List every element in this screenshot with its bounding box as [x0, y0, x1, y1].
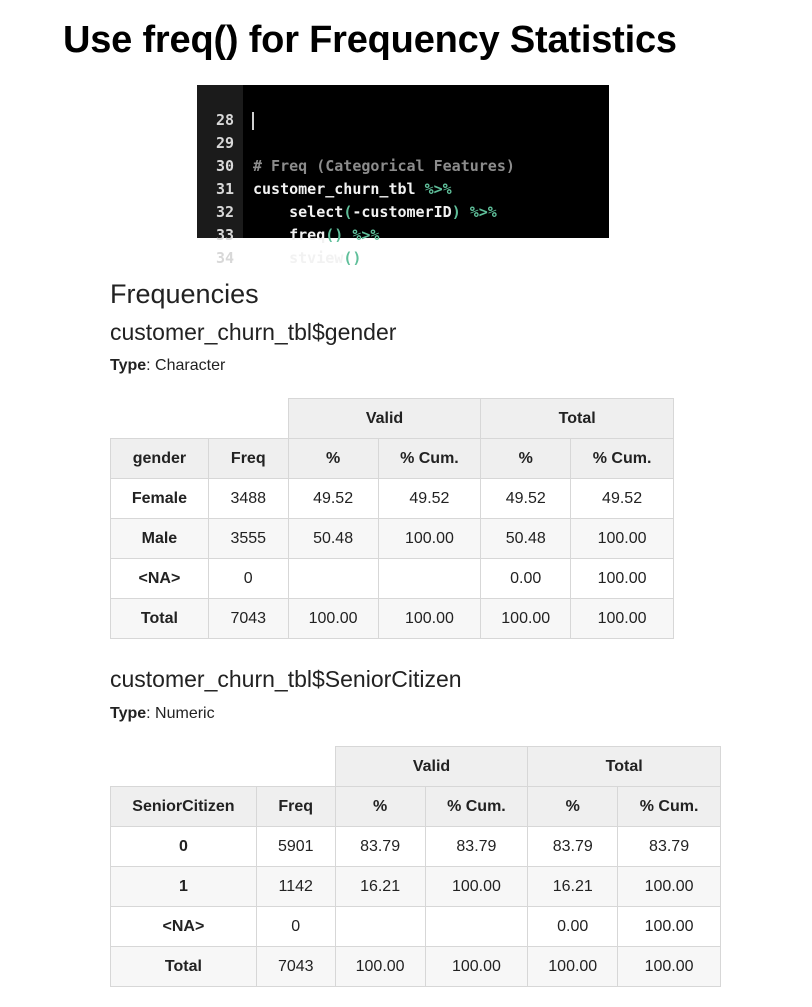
- type-value: Numeric: [155, 705, 215, 722]
- total-pct-cell: 0.00: [528, 907, 618, 947]
- freq-cell: 1142: [256, 867, 335, 907]
- report-heading: Frequencies: [110, 279, 259, 309]
- total-cum-cell: 100.00: [618, 867, 721, 907]
- freq-cell: 0: [208, 559, 288, 599]
- valid-cum-cell: [378, 559, 481, 599]
- total-cum-cell: 100.00: [571, 559, 674, 599]
- total-pct-cell: 16.21: [528, 867, 618, 907]
- total-cum-cell: 49.52: [571, 479, 674, 519]
- freq-column-header: Freq: [256, 787, 335, 827]
- table-row: [111, 559, 674, 599]
- row-label: 1: [111, 867, 257, 907]
- table-row: [111, 599, 674, 639]
- valid-cum-cell: 100.00: [425, 947, 528, 987]
- row-label: Male: [111, 519, 209, 559]
- table-row: [111, 479, 674, 519]
- row-label: Total: [111, 947, 257, 987]
- table-row: [111, 867, 721, 907]
- line-number: 34: [215, 249, 234, 267]
- total-pct-header: %: [481, 439, 571, 479]
- total-pct-header: %: [528, 787, 618, 827]
- line-number: 32: [215, 203, 234, 221]
- frequency-table: [110, 398, 674, 639]
- total-cum-cell: 100.00: [618, 947, 721, 987]
- table-row: [111, 827, 721, 867]
- table-row: [111, 907, 721, 947]
- variable-type: Type: Character: [110, 357, 226, 374]
- total-group-header: Total: [481, 399, 674, 439]
- page-title: Use freq() for Frequency Statistics: [63, 19, 677, 61]
- type-label: Type: [110, 705, 147, 722]
- total-pct-cell: 50.48: [481, 519, 571, 559]
- total-pct-cell: 100.00: [481, 599, 571, 639]
- freq-cell: 3555: [208, 519, 288, 559]
- valid-cum-cell: 49.52: [378, 479, 481, 519]
- text-cursor: [252, 112, 254, 130]
- variable-type: Type: Numeric: [110, 705, 215, 722]
- valid-pct-cell: [288, 559, 378, 599]
- total-cum-cell: 100.00: [618, 907, 721, 947]
- valid-pct-cell: 100.00: [288, 599, 378, 639]
- variable-column-header: gender: [111, 439, 209, 479]
- valid-cum-cell: 100.00: [378, 599, 481, 639]
- valid-cum-header: % Cum.: [425, 787, 528, 827]
- total-pct-cell: 49.52: [481, 479, 571, 519]
- valid-cum-cell: 100.00: [378, 519, 481, 559]
- freq-column-header: Freq: [208, 439, 288, 479]
- line-number: 28: [215, 111, 234, 129]
- row-label: <NA>: [111, 907, 257, 947]
- valid-cum-cell: [425, 907, 528, 947]
- code-text: select(-customerID) %>%: [253, 203, 497, 221]
- valid-cum-cell: 83.79: [425, 827, 528, 867]
- total-cum-cell: 83.79: [618, 827, 721, 867]
- line-number: 29: [215, 134, 234, 152]
- valid-cum-cell: 100.00: [425, 867, 528, 907]
- code-comment: # Freq (Categorical Features): [253, 157, 515, 175]
- table-row: [111, 519, 674, 559]
- line-number: 33: [215, 226, 234, 244]
- valid-pct-cell: 50.48: [288, 519, 378, 559]
- code-editor-snippet: [197, 85, 609, 267]
- total-cum-cell: 100.00: [571, 519, 674, 559]
- freq-cell: 7043: [208, 599, 288, 639]
- row-label: <NA>: [111, 559, 209, 599]
- valid-pct-cell: 100.00: [335, 947, 425, 987]
- total-pct-cell: 83.79: [528, 827, 618, 867]
- valid-pct-header: %: [288, 439, 378, 479]
- freq-cell: 7043: [256, 947, 335, 987]
- code-text: stview(): [253, 249, 362, 267]
- valid-pct-cell: [335, 907, 425, 947]
- code-line: [197, 224, 234, 267]
- total-pct-cell: 100.00: [528, 947, 618, 987]
- table-corner: [111, 747, 336, 787]
- valid-group-header: Valid: [288, 399, 481, 439]
- line-number: 30: [215, 157, 234, 175]
- code-text: freq() %>%: [253, 226, 380, 244]
- variable-title: customer_churn_tbl$SeniorCitizen: [110, 666, 462, 692]
- valid-pct-header: %: [335, 787, 425, 827]
- total-group-header: Total: [528, 747, 721, 787]
- type-label: Type: [110, 357, 147, 374]
- valid-pct-cell: 49.52: [288, 479, 378, 519]
- freq-cell: 5901: [256, 827, 335, 867]
- valid-pct-cell: 16.21: [335, 867, 425, 907]
- total-cum-header: % Cum.: [618, 787, 721, 827]
- table-corner: [111, 399, 289, 439]
- row-label: 0: [111, 827, 257, 867]
- total-pct-cell: 0.00: [481, 559, 571, 599]
- variable-title: customer_churn_tbl$gender: [110, 319, 397, 345]
- total-cum-cell: 100.00: [571, 599, 674, 639]
- valid-group-header: Valid: [335, 747, 528, 787]
- code-text: customer_churn_tbl %>%: [253, 180, 452, 198]
- valid-pct-cell: 83.79: [335, 827, 425, 867]
- type-value: Character: [155, 357, 226, 374]
- valid-cum-header: % Cum.: [378, 439, 481, 479]
- row-label: Female: [111, 479, 209, 519]
- table-row: [111, 947, 721, 987]
- variable-column-header: SeniorCitizen: [111, 787, 257, 827]
- line-number: 31: [215, 180, 234, 198]
- code-line: [197, 86, 234, 129]
- freq-cell: 0: [256, 907, 335, 947]
- freq-cell: 3488: [208, 479, 288, 519]
- total-cum-header: % Cum.: [571, 439, 674, 479]
- frequency-table: [110, 746, 721, 987]
- row-label: Total: [111, 599, 209, 639]
